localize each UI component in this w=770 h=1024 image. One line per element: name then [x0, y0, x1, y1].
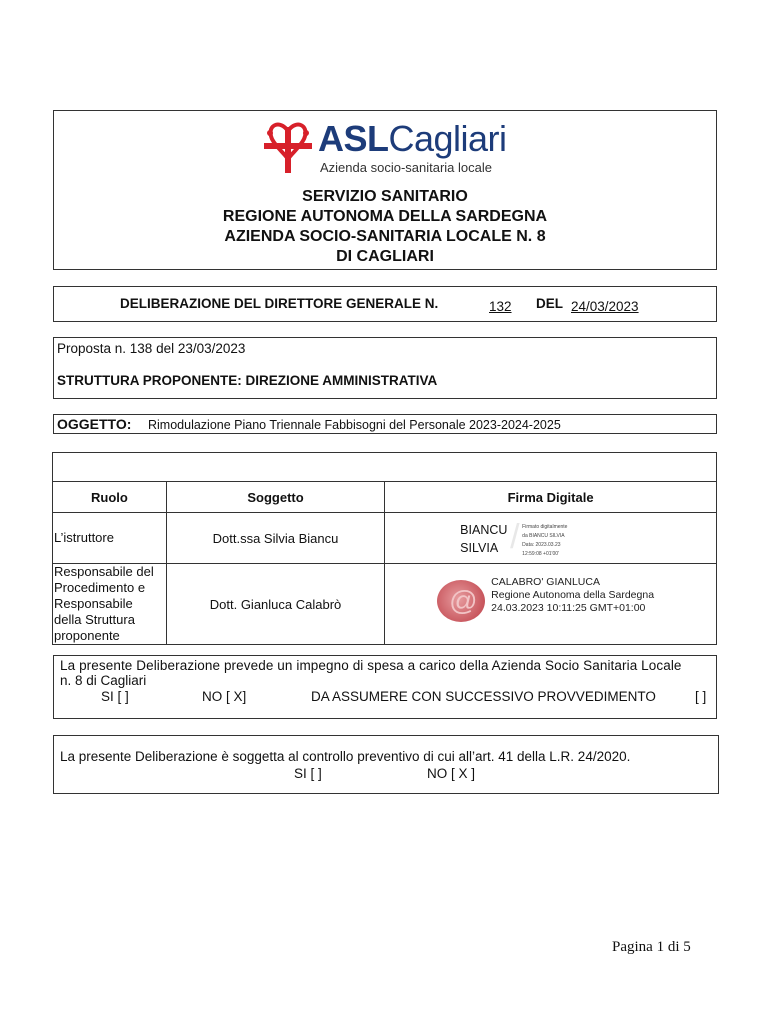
table-row	[53, 564, 717, 645]
struttura-proponente: STRUTTURA PROPONENTE: DIREZIONE AMMINISTRATIVA	[57, 373, 438, 388]
logo-name-bold: ASL	[318, 118, 389, 159]
controllo-no-checkbox: NO [ X ]	[427, 766, 476, 781]
digital-signature-calabro	[437, 576, 707, 628]
signature-line: CALABRO' GIANLUCA	[491, 576, 600, 588]
page-number: Pagina 1 di 5	[612, 939, 691, 955]
firma-cell	[385, 513, 717, 564]
impegno-line2: n. 8 di Cagliari	[60, 673, 147, 688]
impegno-da-checkbox: [ ]	[695, 689, 707, 704]
asl-cagliari-logo	[262, 117, 522, 179]
header-title-line: REGIONE AUTONOMA DELLA SARDEGNA	[222, 208, 548, 225]
deliberazione-date: 24/03/2023	[571, 299, 639, 314]
table-row	[53, 513, 717, 564]
header-title-line: AZIENDA SOCIO-SANITARIA LOCALE N. 8	[224, 228, 546, 245]
ruolo-line: della Struttura	[54, 612, 135, 627]
signature-detail-line: Firmato digitalmente	[522, 524, 568, 530]
ruolo-text: L’istruttore	[54, 530, 114, 545]
ruolo-line: Responsabile del	[54, 564, 154, 579]
signature-watermark-icon: /	[510, 518, 520, 556]
signature-line: 24.03.2023 10:11:25 GMT+01:00	[491, 602, 646, 614]
controllo-line1: La presente Deliberazione è soggetta al controllo preventivo di cui all’art. 41 della L.R. 24/2020.	[60, 749, 631, 764]
signature-detail-line: Data: 2023.03.23	[522, 542, 561, 548]
impegno-da-assumere: DA ASSUMERE CON SUCCESSIVO PROVVEDIMENTO	[311, 689, 656, 704]
seal-at-icon: @	[449, 585, 478, 616]
digital-seal-icon	[437, 580, 485, 622]
soggetto-cell: Dott.ssa Silvia Biancu	[166, 513, 384, 564]
oggetto-label: OGGETTO:	[57, 416, 132, 432]
table-top-row	[53, 453, 717, 482]
header-firma: Firma Digitale	[385, 482, 717, 513]
impegno-box	[53, 655, 717, 719]
ruolo-cell	[53, 564, 167, 645]
impegno-si-checkbox: SI [ ]	[101, 689, 129, 704]
signature-text	[491, 576, 654, 615]
table-top-cell	[53, 453, 717, 482]
header-box	[53, 110, 717, 270]
header-soggetto: Soggetto	[166, 482, 384, 513]
signature-line: Regione Autonoma della Sardegna	[491, 589, 655, 601]
ruolo-cell	[53, 513, 167, 564]
oggetto-value: Rimodulazione Piano Triennale Fabbisogni del Personale 2023-2024-2025	[148, 418, 561, 432]
proposta-box	[53, 337, 717, 399]
signature-details	[522, 523, 567, 559]
signature-name-line: BIANCU	[460, 523, 508, 537]
digital-signature-biancu	[460, 518, 600, 557]
header-title-line: SERVIZIO SANITARIO	[302, 188, 468, 205]
controllo-si-checkbox: SI [ ]	[294, 766, 322, 781]
logo-name-regular: Cagliari	[388, 118, 507, 159]
signature-detail-line: 12:59:08 +01'00'	[522, 551, 559, 557]
deliberazione-label: DELIBERAZIONE DEL DIRETTORE GENERALE N.	[120, 296, 439, 311]
asl-cross-heart-icon	[262, 119, 314, 175]
impegno-line1: La presente Deliberazione prevede un impegno di spesa a carico della Azienda Socio Sanitaria Locale	[60, 658, 682, 673]
soggetto-cell: Dott. Gianluca Calabrò	[166, 564, 384, 645]
logo-name	[318, 119, 507, 159]
ruolo-line: proponente	[54, 628, 120, 643]
ruolo-text	[53, 564, 166, 644]
signature-name	[460, 521, 507, 557]
logo-subtitle: Azienda socio-sanitaria locale	[320, 160, 492, 175]
deliberazione-box	[53, 286, 717, 322]
header-titles	[54, 187, 716, 267]
signature-name-line: SILVIA	[460, 541, 499, 555]
impegno-no-checkbox: NO [ X]	[202, 689, 247, 704]
header-title-line: DI CAGLIARI	[336, 248, 434, 265]
table-header-row	[53, 482, 717, 513]
deliberazione-number: 132	[489, 299, 512, 314]
deliberazione-del-label: DEL	[536, 296, 563, 311]
header-ruolo: Ruolo	[53, 482, 167, 513]
proposta-text: Proposta n. 138 del 23/03/2023	[57, 341, 246, 356]
ruolo-line: Responsabile	[54, 596, 133, 611]
signature-detail-line: da BIANCU SILVIA	[522, 533, 565, 539]
firma-cell	[385, 564, 717, 645]
ruolo-line: Procedimento e	[54, 580, 146, 595]
controllo-box	[53, 735, 719, 794]
oggetto-box	[53, 414, 717, 434]
signature-table	[52, 452, 717, 645]
